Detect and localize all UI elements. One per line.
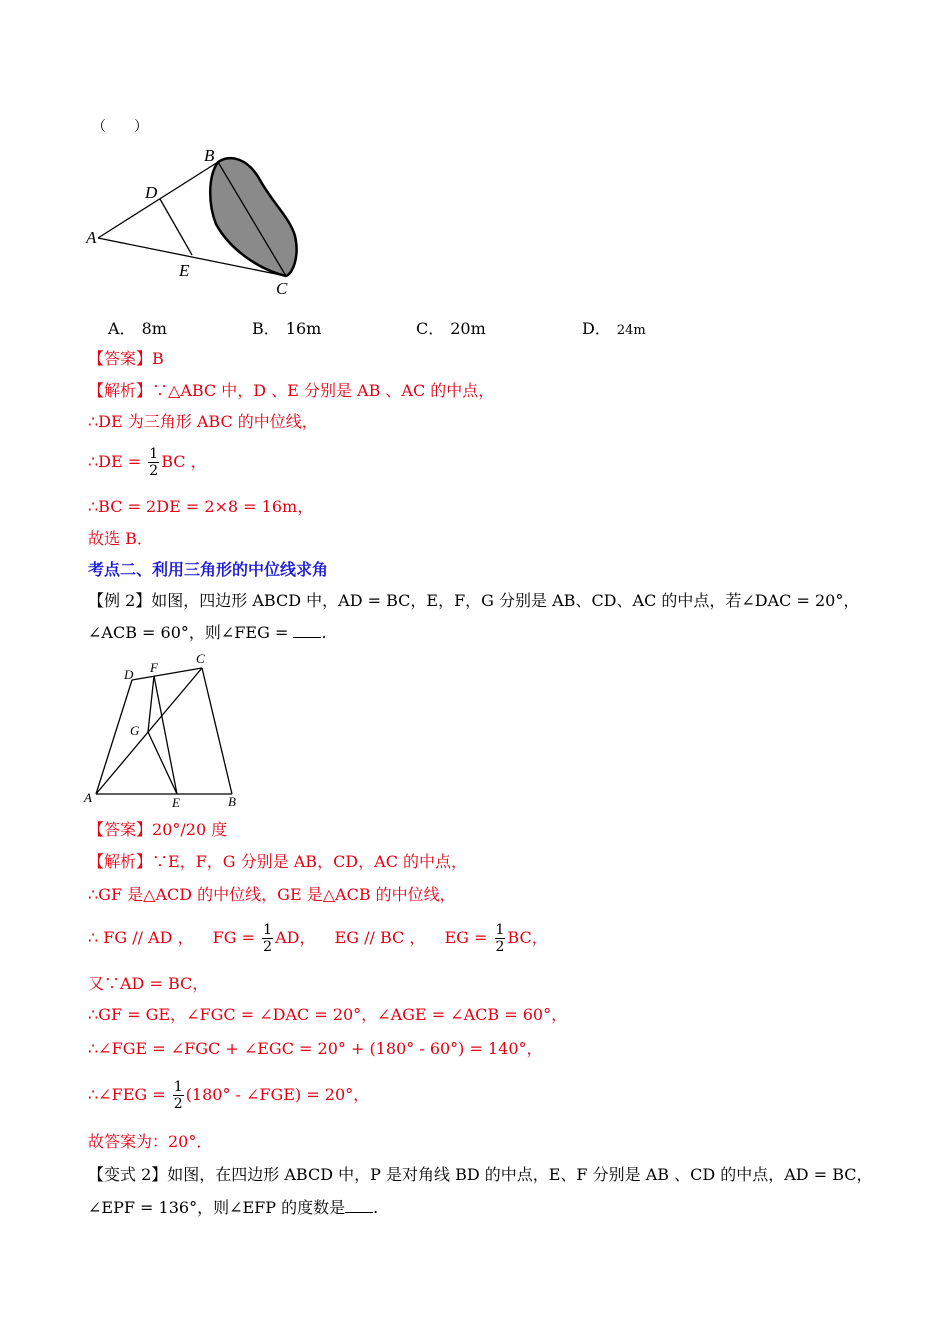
label-A: A (84, 790, 92, 805)
analysis-1-line4: ∴BC = 2DE = 2×8 = 16m， (88, 497, 314, 516)
analysis-2-line5: ∴GF = GE，∠FGC = ∠DAC = 20°，∠AGE = ∠ACB = 60°， (88, 1005, 568, 1024)
shaded-region (210, 158, 296, 276)
example-2-line2: ∠ACB = 60°，则∠FEG = . (88, 623, 327, 642)
segment-dc (132, 668, 202, 680)
label-E: E (172, 795, 180, 810)
option-b: B． 16m (252, 319, 322, 338)
option-d: D． 24m (582, 319, 646, 338)
segment-ac (96, 668, 202, 794)
label-B: B (204, 146, 215, 165)
analysis-1-line2: ∴DE 为三角形 ABC 的中位线， (88, 412, 318, 431)
segment-ab (98, 162, 218, 238)
analysis-2-line6: ∴∠FGE = ∠FGC + ∠EGC = 20° + (180° - 60°) = 140°， (88, 1039, 543, 1058)
section-title: 考点二、利用三角形的中位线求角 (88, 560, 329, 579)
answer-2: 【答案】20°/20 度 (88, 820, 228, 839)
analysis-2-line7: ∴∠FEG = $\frac{1}{2}$ (180° - ∠FGE) = 20°， (88, 1079, 370, 1112)
analysis-1-line5: 故选 B． (88, 529, 153, 548)
segment-fe (154, 676, 177, 794)
answer-blank[interactable] (293, 623, 321, 638)
analysis-2-line4: 又∵AD = BC， (88, 974, 209, 993)
analysis-2-line1: 【解析】∵E，F，G 分别是 AB，CD，AC 的中点， (88, 852, 468, 871)
variation-2-line2: ∠EPF = 136°，则∠EFP 的度数是 . (88, 1198, 379, 1217)
option-a: A． 8m (108, 319, 167, 338)
analysis-2-line8: 故答案为：20°． (88, 1132, 213, 1151)
segment-de (160, 199, 192, 255)
segment-ad (96, 680, 132, 794)
label-E: E (179, 261, 190, 280)
analysis-1-line3: ∴DE = $\frac{1}{2}$ BC ， (88, 446, 207, 479)
analysis-1-line1: 【解析】∵△ABC 中，D 、E 分别是 AB 、AC 的中点， (88, 381, 495, 400)
question-paren: （ ） (92, 119, 148, 135)
label-F: F (150, 660, 158, 675)
segment-fg (148, 676, 154, 732)
segment-ge (148, 732, 177, 794)
variation-2-line1: 【变式 2】如图，在四边形 ABCD 中，P 是对角线 BD 的中点，E、F 分别是 AB 、CD 的中点，AD = BC， (88, 1165, 873, 1184)
label-B: B (228, 794, 236, 809)
answer-1: 【答案】B (88, 349, 164, 368)
label-D: D (124, 667, 134, 682)
segment-cb (202, 668, 232, 794)
label-D: D (145, 183, 158, 202)
triangle-figure-1 (80, 140, 320, 305)
label-C: C (196, 651, 205, 666)
label-G: G (130, 723, 140, 738)
option-c: C． 20m (416, 319, 486, 338)
answer-blank-2[interactable] (345, 1198, 373, 1213)
analysis-2-line2: ∴GF 是△ACD 的中位线，GE 是△ACB 的中位线， (88, 885, 456, 904)
label-C: C (276, 279, 288, 298)
example-2-line1: 【例 2】如图，四边形 ABCD 中，AD = BC，E，F，G 分别是 AB、CD、AC 的中点，若∠DAC = 20°， (88, 591, 860, 610)
label-A: A (86, 228, 97, 247)
analysis-2-line3: ∴ FG // AD ， FG = $\frac{1}{2}$ AD， EG // BC ， EG = $\frac{1}{2}$ BC， (88, 922, 548, 955)
quadrilateral-figure-2 (80, 648, 250, 813)
